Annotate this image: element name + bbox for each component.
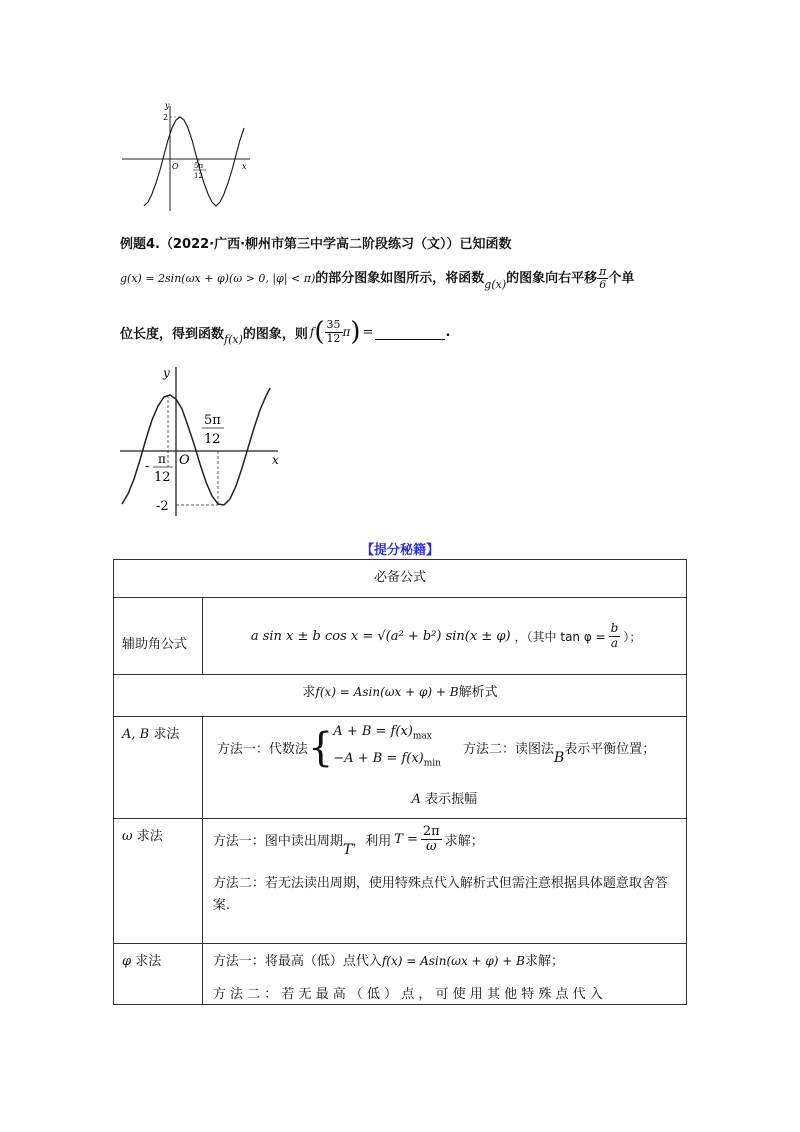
query-pi: π bbox=[342, 325, 351, 339]
graph1-origin-label: O bbox=[172, 162, 179, 171]
ab-method2-B: B bbox=[553, 749, 565, 766]
f-symbol: f(x) bbox=[224, 332, 243, 346]
example-title: 例题4.（2022·广西·柳州市第三中学高二阶段练习（文））已知函数 bbox=[120, 237, 512, 252]
g-definition: g(x) = 2sin(ωx + φ)(ω > 0, |φ| < π) bbox=[120, 272, 316, 286]
g-symbol: g(x) bbox=[484, 278, 507, 292]
graph1-y-label: y bbox=[165, 101, 170, 110]
phi-method1-a: 方法一：将最高（低）点代入 bbox=[212, 954, 382, 969]
table-header-analytic: 求f(x) = Asin(ωx + φ) + B解析式 bbox=[114, 675, 687, 717]
omega-label-cell: ω 求法 bbox=[114, 819, 203, 944]
omega-T: T bbox=[342, 841, 353, 858]
query-f: f bbox=[309, 325, 315, 339]
ab-method2-b: 表示平衡位置； bbox=[564, 742, 656, 758]
graph2-pos-tick-den: 12 bbox=[204, 432, 221, 447]
omega-method1-c: 求解； bbox=[444, 834, 484, 850]
table-header-formulas: 必备公式 bbox=[114, 560, 687, 598]
ab-A-text: 表示振幅 bbox=[425, 792, 478, 808]
graph2-x-label: x bbox=[272, 453, 279, 467]
phi-method-cell bbox=[202, 944, 686, 1005]
graph1-max-label: 2 bbox=[163, 113, 169, 122]
answer-blank[interactable] bbox=[375, 325, 445, 340]
aux-note-b: ）； bbox=[623, 629, 642, 644]
ab-method1: 方法一：代数法 bbox=[216, 742, 308, 758]
aux-formula: a sin x ± b cos x = √(a² + b²) sin(x ± φ) bbox=[250, 628, 511, 644]
formula-table bbox=[113, 559, 687, 1005]
graph-sine-example bbox=[118, 364, 288, 519]
omega-method2: 方法二：若无法读出周期，使用特殊点代入解析式但需注意根据具体题意取舍答案. bbox=[212, 875, 668, 913]
graph2-neg-tick-minus: - bbox=[145, 459, 150, 474]
omega-method1-b: ，利用 bbox=[352, 834, 392, 850]
graph1-tick-den: 12 bbox=[194, 172, 203, 180]
line3-text: 位长度，得到函数 bbox=[120, 326, 225, 342]
graph-small-sine bbox=[118, 98, 258, 213]
ab-method2: 方法二：读图法 bbox=[462, 742, 554, 758]
graph2-pos-tick-num: 5π bbox=[204, 413, 221, 428]
omega-method-cell bbox=[202, 819, 686, 944]
omega-formula-lhs: T = bbox=[394, 832, 418, 848]
query-fraction: $\frac{35}{12}$ bbox=[326, 318, 341, 345]
aux-note-fraction: $\frac{b}{a}$ bbox=[610, 621, 619, 650]
header2-formula: f(x) = Asin(ωx + φ) + B bbox=[315, 685, 459, 699]
query-equals: = bbox=[362, 324, 374, 340]
line2-text: 的部分图象如图所示，将函数 bbox=[315, 271, 485, 287]
line2-text-b: 的图象向右平移 bbox=[506, 271, 598, 287]
example-line-3: 位长度，得到函数 f(x) 的图象，则 f ( $\frac{35}{12}$ π ) = . bbox=[120, 317, 451, 347]
end-mark: . bbox=[445, 324, 451, 340]
aux-note-a: ，（其中 tan φ = bbox=[514, 629, 606, 644]
graph2-origin-label: O bbox=[179, 453, 190, 468]
tips-title: 【提分秘籍】 bbox=[360, 543, 439, 558]
ab-A: A bbox=[411, 792, 422, 808]
graph1-tick-num: 5π bbox=[194, 162, 204, 170]
phi-label-cell: φ 求法 bbox=[114, 944, 203, 1005]
shift-fraction: $\frac{\pi}{6}$ bbox=[599, 265, 607, 292]
ab-method-cell: 方法一：代数法 { $A + B = f(x)_{max}$ $-A + B = f(x)_{min}$ 方法二：读图法 B 表示平衡位置； A 表示振幅 bbox=[202, 717, 686, 819]
aux-angle-formula-cell bbox=[202, 598, 686, 675]
ab-eq2: $-A + B = f(x)_{min}$ bbox=[333, 750, 441, 769]
phi-method1-b: 求解； bbox=[525, 954, 565, 969]
omega-method1-a: 方法一：图中读出周期 bbox=[212, 834, 343, 850]
graph2-neg-tick-den: 12 bbox=[154, 470, 171, 485]
graph1-x-label: x bbox=[242, 162, 247, 171]
ab-eq1: $A + B = f(x)_{max}$ bbox=[333, 724, 432, 742]
phi-method2: 方 法 二 ： 若 无 最 高 （ 低 ） 点 ， 可 使 用 其 他 特 殊 点 代 入 bbox=[212, 987, 603, 1002]
graph2-min-label: -2 bbox=[156, 499, 169, 514]
line3-text-b: 的图象，则 bbox=[242, 326, 308, 342]
aux-angle-label: 辅助角公式 bbox=[122, 637, 188, 652]
graph2-y-label: y bbox=[163, 366, 170, 380]
aux-angle-label-cell bbox=[114, 598, 203, 675]
omega-formula-fraction: $\frac{2\pi}{\omega}$ bbox=[422, 824, 440, 855]
graph2-neg-tick-num: π bbox=[158, 452, 166, 466]
line2-text-c: 个单 bbox=[608, 271, 635, 287]
example-line-2 bbox=[120, 266, 690, 296]
phi-method1-formula: f(x) = Asin(ωx + φ) + B bbox=[381, 954, 525, 968]
ab-label-cell: A, B 求法 bbox=[114, 717, 203, 819]
